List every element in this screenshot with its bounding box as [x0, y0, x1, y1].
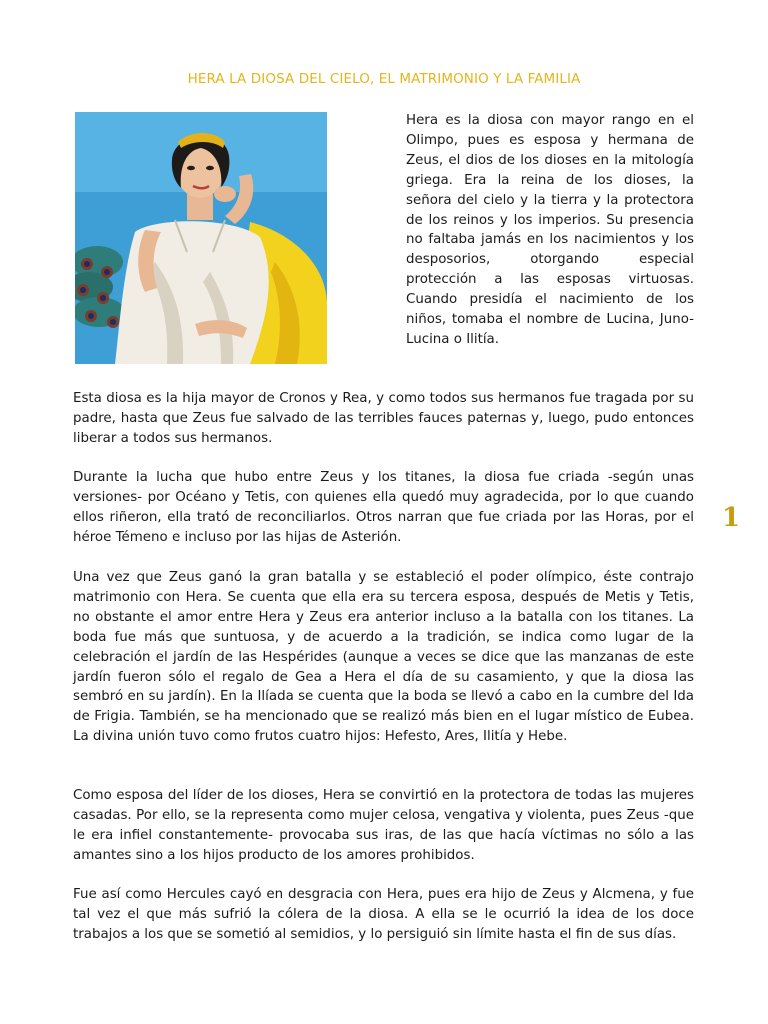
intro-paragraph: Hera es la diosa con mayor rango en el Olimpo, pues es esposa y hermana de Zeus, el dios de los dioses en la mitología griega. Era la reina de los dioses, la señora del cielo y la tierra y la protectora de los reinos y los imperios. Su presencia no faltaba jamás en los nacimientos y los desposorios, otorgando especial protección a las esposas virtuosas. Cuando presidía el nacimiento de los niños, tomaba el nombre de Lucina, Juno-Lucina o Ilitía. [406, 113, 694, 347]
hera-portrait-image [75, 112, 327, 364]
paragraph-3: Una vez que Zeus ganó la gran batalla y se estableció el poder olímpico, éste contrajo matrimonio con Hera. Se cuenta que ella era su tercera esposa, después de Metis y Tetis, no obstante el amor entre Hera y Zeus era anterior incluso a la batalla con los titanes. La boda fue más que suntuosa, y de acuerdo a la tradición, se indica como lugar de la celebración el jardín de las Hespérides (aunque a veces se dice que las manzanas de este jardín fueron sólo el regalo de Gea a Hera el día de su casamiento, y que la diosa las sembró en su jardín). En la Ilíada se cuenta que la boda se llevó a cabo en la cumbre del Ida de Frigia. También, se ha mencionado que se realizó más bien en el lugar místico de Eubea. La divina unión tuvo como frutos cuatro hijos: Hefesto, Ares, Ilitía y Hebe. [73, 570, 694, 745]
paragraph-5: Fue así como Hercules cayó en desgracia con Hera, pues era hijo de Zeus y Alcmena, y fue tal vez el que más sufrió la cólera de la diosa. A ella se le ocurrió la idea de los doce trabajos a los que se sometió al semidios, y lo persiguió sin límite hasta el fin de sus días. [73, 887, 694, 942]
paragraph-1: Esta diosa es la hija mayor de Cronos y Rea, y como todos sus hermanos fue tragada por su padre, hasta que Zeus fue salvado de las terribles fauces paternas y, luego, pudo entonces liberar a todos sus hermanos. [73, 391, 694, 446]
paragraph-4: Como esposa del líder de los dioses, Hera se convirtió en la protectora de todas las mujeres casadas. Por ello, se la representa como mujer celosa, vengativa y violenta, pues Zeus -que le era infiel constantemente- provocaba sus iras, de las que hacía víctimas no sólo a las amantes sino a los hijos producto de los amores prohibidos. [73, 788, 694, 863]
document-title: HERA LA DIOSA DEL CIELO, EL MATRIMONIO Y LA FAMILIA [187, 71, 581, 87]
paragraph-2: Durante la lucha que hubo entre Zeus y los titanes, la diosa fue criada -según unas versiones- por Océano y Tetis, con quienes ella quedó muy agradecida, por lo que cuando ellos riñeron, ella trató de reconciliarlos. Otros narran que fue criada por las Horas, por el héroe Témeno e incluso por las hijas de Asterión. [73, 470, 694, 545]
page-number: 1 [722, 503, 741, 533]
